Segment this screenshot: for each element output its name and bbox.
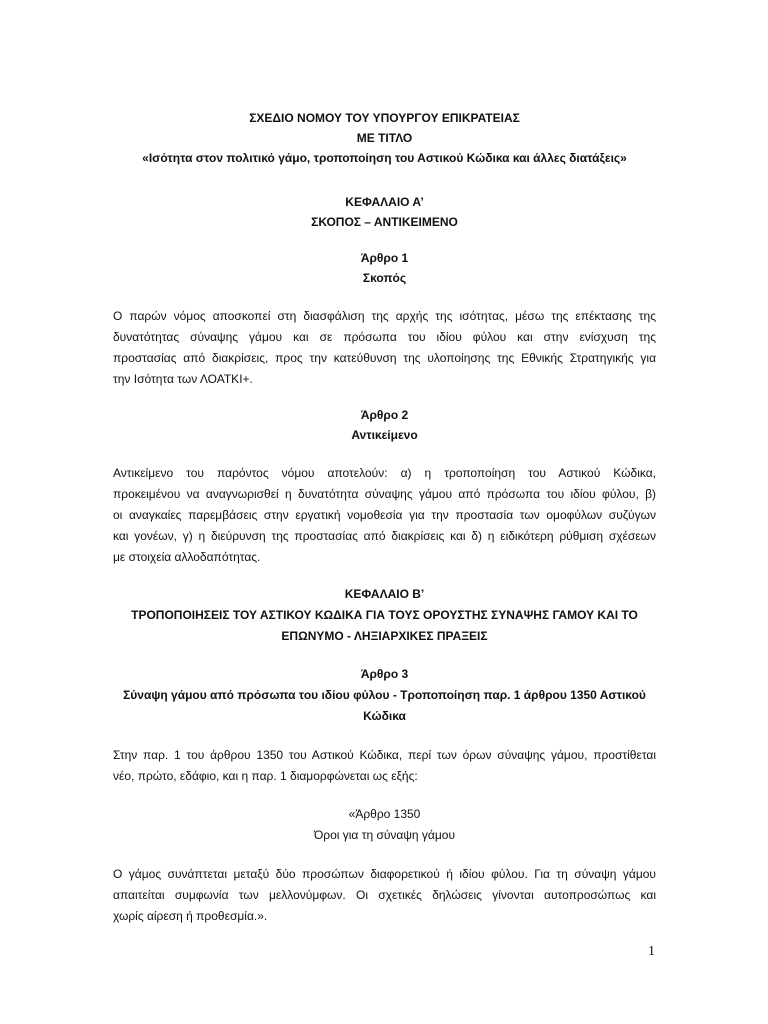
document-title-line-3: «Ισότητα στον πολιτικό γάμο, τροποποίηση του Αστικού Κώδικα και άλλες διατάξεις» [142,151,627,165]
document-title-line-1: ΣΧΕΔΙΟ ΝΟΜΟΥ ΤΟΥ ΥΠΟΥΡΓΟΥ ΕΠΙΚΡΑΤΕΙΑΣ [249,111,520,125]
chapter-b-label: ΚΕΦΑΛΑΙΟ Β’ [344,587,425,601]
article-3-paragraph [113,745,656,787]
article-2-title: Αντικείμενο [351,428,418,442]
quoted-article-label: «Άρθρο 1350 [348,807,421,821]
article-3-title-line-2: Κώδικα [363,709,406,723]
paragraph-line: προστασίας από διακρίσεις, προς την κατεύθυνση της υλοποίησης της Εθνικής Στρατηγικής για [113,351,656,365]
paragraph-line: με στοιχεία αλλοδαπότητας. [113,550,261,564]
article-3-title-line-1: Σύναψη γάμου από πρόσωπα του ιδίου φύλου - Τροποποίηση παρ. 1 άρθρου 1350 Αστικού [123,688,646,702]
paragraph-line: και γονέων, γ) η διεύρυνση της προστασίας από διακρίσεις και δ) η ειδικότερη ρύθμιση σχέσεων [113,529,656,543]
article-2-paragraph [113,463,656,568]
document-title-line-2: ΜΕ ΤΙΤΛΟ [356,131,413,145]
paragraph-line: Ο παρών νόμος αποσκοπεί στη διασφάλιση της αρχής της ισότητας, μέσω της επέκτασης της [113,309,656,323]
quoted-article-paragraph [113,864,656,927]
paragraph-line: Αντικείμενο του παρόντος νόμου αποτελούν: α) η τροποποίηση του Αστικού Κώδικα, [113,466,656,480]
document-page [113,0,656,1024]
paragraph-line: προκειμένου να αναγνωρισθεί η δυνατότητα σύναψης γάμου από πρόσωπα του ιδίου φύλου, β) [113,487,656,501]
article-2-label: Άρθρο 2 [360,408,409,422]
paragraph-line: δυνατότητας σύναψης γάμου και σε πρόσωπα του ιδίου φύλου και στην ενίσχυση της [113,330,656,344]
paragraph-line: νέο, πρώτο, εδάφιο, και η παρ. 1 διαμορφώνεται ως εξής: [113,769,418,783]
chapter-b-title-line-2: ΕΠΩΝΥΜΟ - ΛΗΞΙΑΡΧΙΚΕΣ ΠΡΑΞΕΙΣ [281,629,488,643]
paragraph-line: οι αναγκαίες παρεμβάσεις στην εργατική νομοθεσία για την προστασία των ομοφύλων συζύγων [113,508,656,522]
article-1-label: Άρθρο 1 [360,251,409,265]
chapter-a-title: ΣΚΟΠΟΣ – ΑΝΤΙΚΕΙΜΕΝΟ [311,215,458,229]
article-1-paragraph [113,306,656,390]
paragraph-line: Ο γάμος συνάπτεται μεταξύ δύο προσώπων διαφορετικού ή ιδίου φύλου. Για τη σύναψη γάμου [113,867,656,881]
paragraph-line: απαιτείται συμφωνία των μελλονύμφων. Οι σχετικές δηλώσεις γίνονται αυτοπροσώπως και [113,888,656,902]
page-number: 1 [648,944,655,959]
paragraph-line: την Ισότητα των ΛΟΑΤΚΙ+. [113,372,253,386]
article-3-label: Άρθρο 3 [360,667,409,681]
paragraph-line: χωρίς αίρεση ή προθεσμία.». [113,909,268,923]
paragraph-line: Στην παρ. 1 του άρθρου 1350 του Αστικού Κώδικα, περί των όρων σύναψης γάμου, προστίθεται [113,748,656,762]
quoted-article-title: Όροι για τη σύναψη γάμου [313,828,456,842]
article-1-title: Σκοπός [362,271,407,285]
chapter-b-title-line-1: ΤΡΟΠΟΠΟΙΗΣΕΙΣ ΤΟΥ ΑΣΤΙΚΟΥ ΚΩΔΙΚΑ ΓΙΑ ΤΟΥΣ ΟΡΟΥΣΤΗΣ ΣΥΝΑΨΗΣ ΓΑΜΟΥ ΚΑΙ ΤΟ [131,608,638,622]
chapter-a-label: ΚΕΦΑΛΑΙΟ Α’ [345,195,424,209]
